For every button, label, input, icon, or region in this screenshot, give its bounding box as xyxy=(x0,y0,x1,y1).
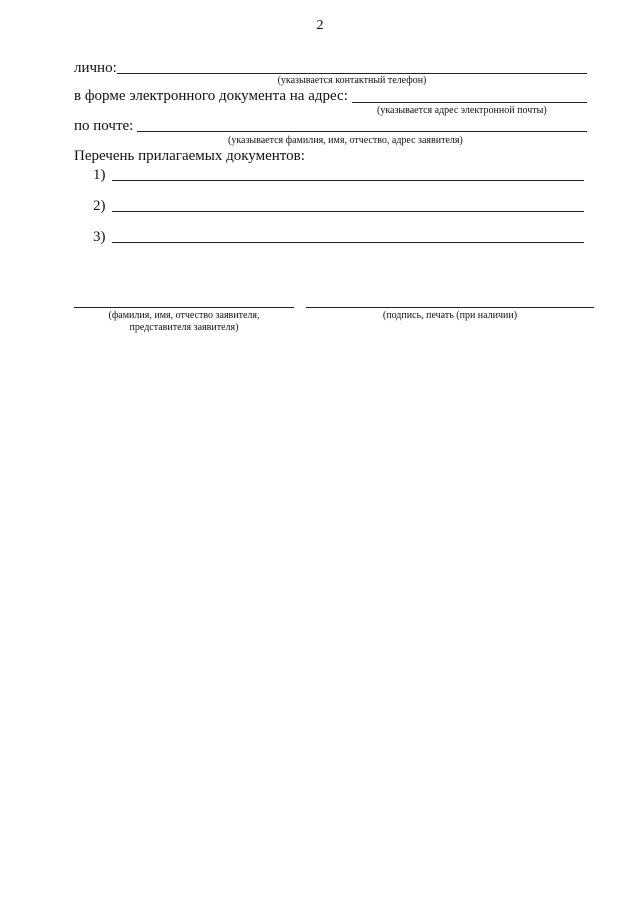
page-number: 2 xyxy=(316,18,324,33)
phone-field-line[interactable] xyxy=(117,73,587,74)
personal-label: лично: xyxy=(74,60,117,76)
email-field-line[interactable] xyxy=(352,102,587,103)
documents-title: Перечень прилагаемых документов: xyxy=(74,148,305,164)
electronic-label: в форме электронного документа на адрес: xyxy=(74,88,348,104)
applicant-name-hint: представителя заявителя) xyxy=(129,322,239,333)
document-item-number: 2) xyxy=(93,198,106,214)
applicant-name-hint: (фамилия, имя, отчество заявителя, xyxy=(108,310,260,321)
postal-field-line[interactable] xyxy=(137,131,587,132)
phone-hint: (указывается контактный телефон) xyxy=(277,75,427,86)
signature-line[interactable] xyxy=(306,307,594,308)
document-item-line[interactable] xyxy=(112,242,584,243)
document-item-number: 3) xyxy=(93,229,106,245)
applicant-name-line[interactable] xyxy=(74,307,294,308)
post-label: по почте: xyxy=(74,118,134,134)
postal-hint: (указывается фамилия, имя, отчество, адрес заявителя) xyxy=(228,135,463,146)
signature-hint: (подпись, печать (при наличии) xyxy=(382,310,518,321)
document-item-line[interactable] xyxy=(112,211,584,212)
document-item-line[interactable] xyxy=(112,180,584,181)
document-item-number: 1) xyxy=(93,167,106,183)
email-hint: (указывается адрес электронной почты) xyxy=(377,105,547,116)
